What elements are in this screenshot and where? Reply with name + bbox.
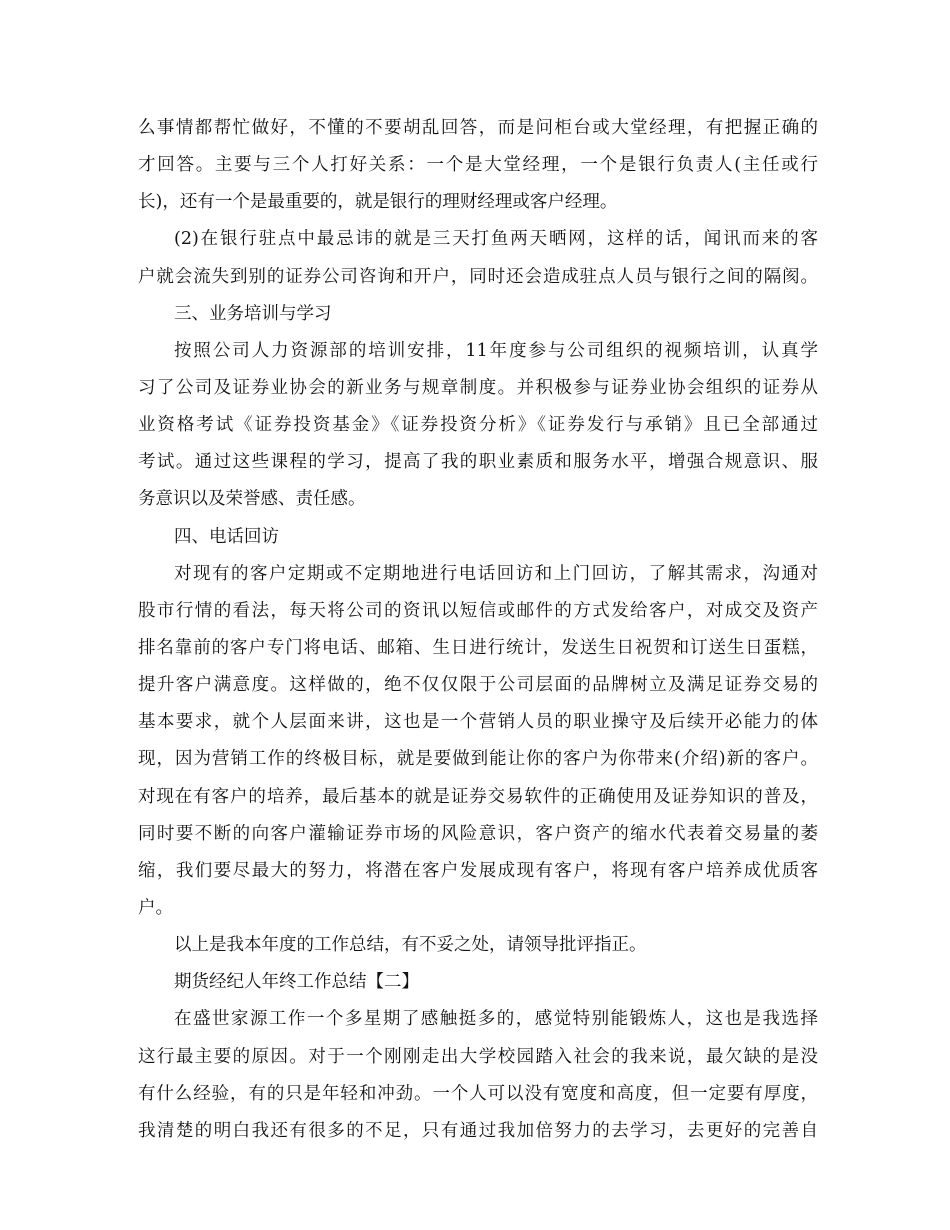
text-line: 按照公司人力资源部的培训安排，11年度参与公司组织的视频培训，认真学 [174,340,818,361]
text-line: 以上是我本年度的工作总结，有不妥之处，请领导批评指正。 [174,935,647,956]
text-line: 同时要不断的向客户灌输证券市场的风险意识，客户资产的缩水代表着交易量的萎 [138,823,818,844]
text-line: 对现在有客户的培养，最后基本的就是证券交易软件的正确使用及证券知识的普及， [138,786,818,807]
text-line: (2)在银行驻点中最忌讳的就是三天打鱼两天晒网，这样的话，闻讯而来的客 [174,229,818,250]
text-line: 股市行情的看法，每天将公司的资讯以短信或邮件的方式发给客户，对成交及资产 [138,600,818,621]
text-line: 在盛世家源工作一个多星期了感触挺多的，感觉特别能锻炼人，这也是我选择 [174,1009,818,1030]
text-line: 有什么经验，有的只是年轻和冲劲。一个人可以没有宽度和高度，但一定要有厚度， [138,1083,818,1104]
text-line: 户。 [138,897,173,918]
document-body [138,110,818,1150]
text-line: 缩，我们要尽最大的努力，将潜在客户发展成现有客户，将现有客户培养成优质客 [138,860,818,881]
text-line: 业资格考试《证券投资基金》《证券投资分析》《证券发行与承销》且已全部通过 [138,415,818,436]
text-line: 考试。通过这些课程的学习，提高了我的职业素质和服务水平，增强合规意识、服 [138,452,818,473]
text-line: 长)，还有一个是最重要的，就是银行的理财经理或客户经理。 [138,192,618,213]
text-line: 对现有的客户定期或不定期地进行电话回访和上门回访，了解其需求，沟通对 [174,563,818,584]
text-line: 提升客户满意度。这样做的，绝不仅仅限于公司层面的品牌树立及满足证券交易的 [138,675,818,696]
text-line: 习了公司及证券业协会的新业务与规章制度。并积极参与证券业协会组织的证券从 [138,377,818,398]
text-line: 才回答。主要与三个人打好关系：一个是大堂经理，一个是银行负责人(主任或行 [138,155,818,176]
text-line: 么事情都帮忙做好，不懂的不要胡乱回答，而是问柜台或大堂经理，有把握正确的 [138,118,818,138]
text-line: 排名靠前的客户专门将电话、邮箱、生日进行统计，发送生日祝贺和订送生日蛋糕， [138,637,818,658]
text-line: 期货经纪人年终工作总结【二】 [174,972,419,993]
text-line: 现，因为营销工作的终极目标，就是要做到能让你的客户为你带来(介绍)新的客户。 [138,749,818,770]
text-line: 基本要求，就个人层面来讲，这也是一个营销人员的职业操守及后续开必能力的体 [138,712,818,733]
text-line: 户就会流失到别的证券公司咨询和开户，同时还会造成驻点人员与银行之间的隔阂。 [138,266,818,287]
text-line: 我清楚的明白我还有很多的不足，只有通过我加倍努力的去学习，去更好的完善自 [138,1120,818,1141]
text-line: 四、电话回访 [174,526,279,547]
text-line: 三、业务培训与学习 [174,303,332,324]
text-line: 务意识以及荣誉感、责任感。 [138,489,366,510]
text-line: 这行最主要的原因。对于一个刚刚走出大学校园踏入社会的我来说，最欠缺的是没 [138,1046,818,1067]
